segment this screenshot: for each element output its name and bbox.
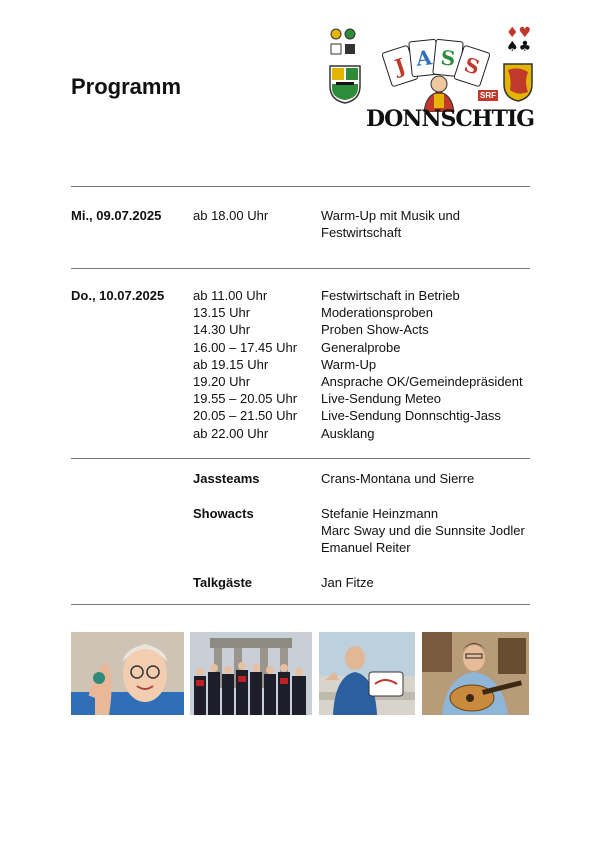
jass-logo [326,25,538,140]
event: Moderationsproben [321,305,434,321]
time: 13.15 Uhr [193,305,251,321]
talkgaeste-value: Jan Fitze [321,575,374,590]
showact: Emanuel Reiter [321,540,411,556]
time: 20.05 – 21.50 Uhr [193,408,298,424]
event: Festwirtschaft in Betrieb [321,288,460,303]
day2-events [321,287,523,442]
divider [71,458,530,459]
divider [71,186,530,187]
day2-times [193,287,297,442]
time: 19.20 Uhr [193,374,251,390]
srf-badge: SRF [480,91,496,100]
event: Proben Show-Acts [321,322,429,338]
day1-times [193,207,268,224]
day2-date: Do., 10.07.2025 [71,288,165,303]
divider [71,604,530,605]
photo-emanuel-reiter [422,632,529,715]
time: 19.55 – 20.05 Uhr [193,391,298,407]
event: Live-Sendung Meteo [321,391,441,407]
time: 14.30 Uhr [193,322,251,338]
jassteams-label: Jassteams [193,471,260,486]
time: ab 11.00 Uhr [193,288,268,303]
photo-stefanie-heinzmann [71,632,184,715]
photo-marc-sway [319,632,415,715]
showacts-label: Showacts [193,506,254,521]
card-s2: S [453,45,491,88]
coat-of-arms-icon [328,64,362,104]
divider [71,268,530,269]
event: Ausklang [321,425,375,441]
event: Live-Sendung Donnschtig-Jass [321,408,501,424]
event: Warm-Up [321,356,377,372]
red-coat-of-arms-icon [502,62,534,102]
event: Ansprache OK/Gemeindepräsident [321,374,523,390]
donnschtig-wordmark: DONNSCHTIG [366,106,535,132]
showacts-values [321,505,525,557]
day1-date: Mi., 09.07.2025 [71,208,162,223]
card-j: J [381,45,419,88]
talkgaeste-label: Talkgäste [193,575,253,590]
event: Festwirtschaft [321,225,402,241]
time: ab 18.00 Uhr [193,208,269,223]
time: ab 19.15 Uhr [193,356,269,372]
time: 16.00 – 17.45 Uhr [193,339,298,355]
small-crests-icon [328,26,358,60]
time: ab 22.00 Uhr [193,425,269,441]
card-suits-icon: ♦♥ ♠♣ [506,25,532,55]
showact: Marc Sway und die Sunnsite Jodler [321,523,525,539]
card-s1: S [432,39,464,78]
event: Warm-Up mit Musik und [321,208,460,223]
page-title: Programm [71,74,182,99]
showact: Stefanie Heinzmann [321,506,439,521]
jassteams-value: Crans-Montana und Sierre [321,471,475,486]
card-a: A [408,39,440,78]
event: Generalprobe [321,339,401,355]
photo-sunnsite-jodler [190,632,312,715]
day1-events [321,207,460,241]
